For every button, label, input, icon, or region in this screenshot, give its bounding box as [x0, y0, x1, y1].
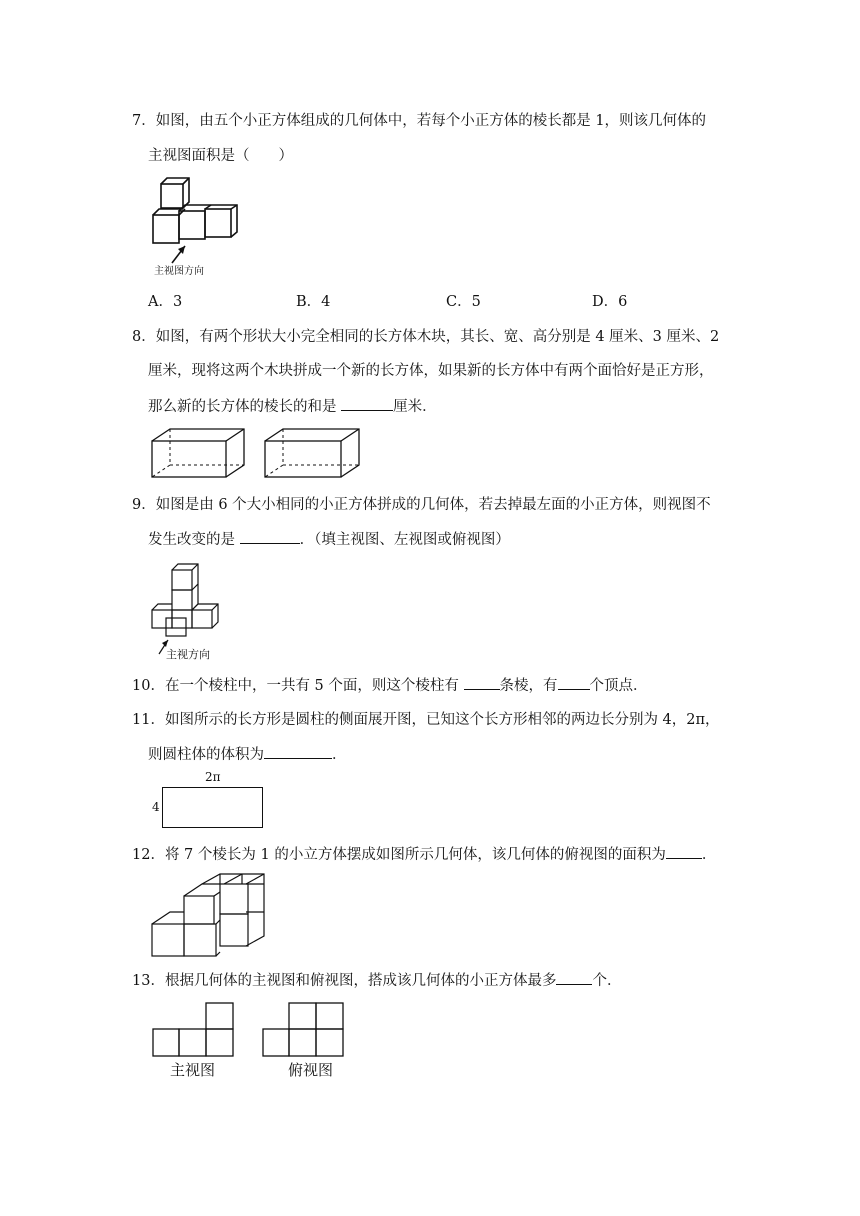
- q13-top-view-caption: 俯视图: [288, 1061, 334, 1079]
- q11-rectangle: [162, 787, 263, 828]
- q8-answer-blank: [341, 396, 393, 411]
- q11-top-label: 2π: [205, 770, 221, 784]
- q13-front-view-caption: 主视图: [170, 1061, 216, 1079]
- q7-option-b: B．4: [296, 294, 331, 310]
- q10-edges-blank: [464, 675, 500, 690]
- q11-line-2-text-a: 则圆柱体的体积为: [148, 747, 264, 763]
- q10-text-a: 10．在一个棱柱中，一共有 5 个面，则这个棱柱有: [132, 678, 464, 694]
- q8-line-1: 8．如图，有两个形状大小完全相同的长方体木块，其长、宽、高分别是 4 厘米、3 厘米、2: [132, 329, 720, 345]
- q9-line-2-text-a: 发生改变的是: [148, 532, 240, 548]
- q10-line: [132, 675, 648, 696]
- q7-line-1: 7．如图，由五个小正方体组成的几何体中，若每个小正方体的棱长都是 1，则该几何体的: [132, 113, 707, 129]
- q12-answer-blank: [666, 844, 702, 859]
- q8-line-3-text-b: 厘米．: [393, 399, 437, 415]
- q11-line-1: 11．如图所示的长方形是圆柱的侧面展开图，已知这个长方形相邻的两边长分别为 4，2π，: [132, 712, 720, 728]
- q10-vertices-blank: [558, 675, 590, 690]
- q12-text-a: 12．将 7 个棱长为 1 的小立方体摆成如图所示几何体，该几何体的俯视图的面积为: [132, 847, 666, 863]
- q13-text-a: 13．根据几何体的主视图和俯视图，搭成该几何体的小正方体最多: [132, 973, 557, 989]
- q11-left-label: 4: [152, 800, 160, 814]
- q7-line-2: 主视图面积是（ ）: [148, 148, 293, 164]
- q7-view-direction-caption: 主视图方向: [154, 266, 204, 277]
- q9-line-1: 9．如图是由 6 个大小相同的小正方体拼成的几何体，若去掉最左面的小正方体，则视图不: [132, 497, 711, 513]
- q9-line-2: [148, 529, 510, 550]
- q10-text-c: 个顶点．: [589, 678, 648, 694]
- q12-line: [132, 844, 716, 865]
- q11-line-2: [148, 744, 347, 765]
- q13-answer-blank: [556, 970, 592, 985]
- q9-cube-figure: [150, 562, 224, 662]
- q8-cuboids-figure: [148, 425, 368, 481]
- q8-line-2: 厘米，现将这两个木块拼成一个新的长方体，如果新的长方体中有两个面恰好是正方形，: [148, 363, 714, 379]
- q7-option-c: C．5: [446, 294, 481, 310]
- q12-cube-figure: [150, 872, 270, 960]
- q13-front-view-figure: [152, 1002, 236, 1079]
- q8-line-3: [148, 396, 437, 417]
- q13-line: [132, 970, 621, 991]
- q10-text-b: 条棱，有: [499, 678, 558, 694]
- q9-view-direction-caption: 主视方向: [166, 648, 210, 661]
- q11-answer-blank: [264, 744, 332, 759]
- q7-option-d: D．6: [592, 294, 628, 310]
- q11-line-2-text-b: ．: [332, 747, 347, 763]
- q7-option-a: A．3: [148, 294, 183, 310]
- q13-top-view-figure: [262, 1002, 346, 1079]
- q9-line-2-text-b: ．（填主视图、左视图或俯视图）: [299, 532, 510, 548]
- q7-cube-figure: [148, 174, 248, 282]
- q9-answer-blank: [240, 529, 300, 544]
- q13-text-b: 个．: [592, 973, 622, 989]
- q12-text-b: ．: [701, 847, 717, 863]
- q8-line-3-text-a: 那么新的长方体的棱长的和是: [148, 399, 342, 415]
